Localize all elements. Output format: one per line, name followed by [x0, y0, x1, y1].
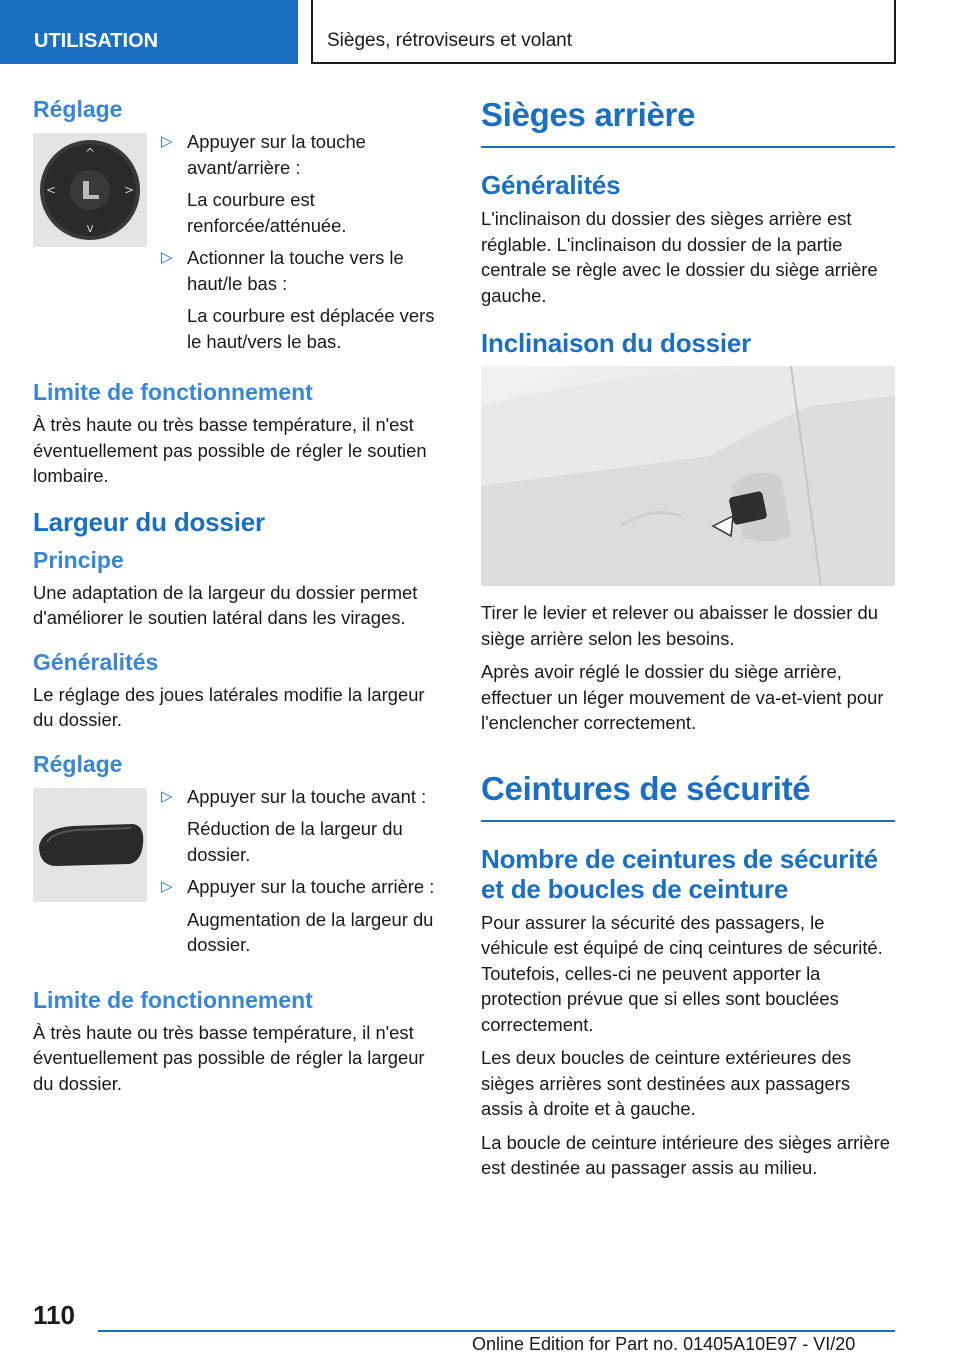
list-item: ▷ Appuyer sur la touche avant : Réduction de la largeur du dossier. [161, 785, 427, 865]
principe-heading: Principe [33, 546, 124, 573]
generalites-text: L'inclinaison du dossier des sièges arrière est réglable. L'inclinaison du dossier de la partie centrale se règle avec le dossier du siège arrière gauche. [481, 208, 878, 306]
triangle-bullet-icon: ▷ [161, 878, 173, 895]
header-chapter-box [311, 0, 896, 64]
svg-text:v: v [86, 221, 94, 235]
nombre-text-3: La boucle de ceinture intérieure des sièges arrière est destinée au passager assis au milieu. [481, 1131, 890, 1178]
list-item: ▷ Appuyer sur la touche avant/arrière : La courbure est renforcée/atténuée. [161, 131, 366, 236]
generalites-heading: Généralités [33, 648, 159, 675]
largeur-heading: Largeur du dossier [33, 506, 265, 537]
lumbar-switch-image [33, 133, 147, 247]
list-item: ▷ Appuyer sur la touche arrière : Augmentation de la largeur du dossier. [161, 876, 435, 955]
ceintures-heading: Ceintures de sécurité [481, 770, 895, 822]
principe-text: Une adaptation de la largeur du dossier permet d'améliorer le soutien latéral dans les virages. [33, 581, 418, 628]
inclinaison-text-2: Après avoir réglé le dossier du siège arrière, effectuer un léger mouvement de va-et-vient pour l'enclencher correctement. [481, 661, 884, 733]
width-switch-image [33, 788, 147, 902]
inclinaison-heading: Inclinaison du dossier [481, 328, 752, 358]
triangle-bullet-icon: ▷ [161, 249, 173, 266]
svg-text:^: ^ [84, 146, 96, 160]
reglage-heading: Réglage [33, 750, 123, 777]
footer-divider [98, 1330, 895, 1332]
svg-text:>: > [123, 183, 135, 197]
nombre-text-2: Les deux boucles de ceinture extérieures des sièges arrières sont destinées aux passagers assis à droite et à gauche. [481, 1047, 852, 1119]
reglage-heading: Réglage [33, 96, 123, 122]
inclinaison-text-1: Tirer le levier et relever ou abaisser le dossier du siège arrière selon les besoins. [481, 602, 878, 649]
limite-heading: Limite de fonctionnement [33, 379, 313, 405]
limite-text: À très haute ou très basse température, il n'est éventuellement pas possible de régler le soutien lombaire. [33, 414, 427, 486]
footer-edition: Online Edition for Part no. 01405A10E97 - VI/20 [472, 1334, 856, 1354]
right-column [481, 96, 895, 1189]
header-chapter-label: Sièges, rétroviseurs et volant [327, 30, 573, 51]
limite-text: À très haute ou très basse température, il n'est éventuellement pas possible de régler la largeur du dossier. [33, 1021, 425, 1094]
triangle-bullet-icon: ▷ [161, 787, 173, 805]
header-section-tab [0, 0, 298, 64]
generalites-heading: Généralités [481, 170, 621, 200]
nombre-ceintures-heading: Nombre de ceintures de sécurité et de boucles de ceinture [481, 843, 878, 904]
triangle-bullet-icon: ▷ [161, 133, 173, 150]
sieges-arriere-heading: Sièges arrière [481, 96, 895, 148]
list-item: ▷ Actionner la touche vers le haut/le bas : La courbure est déplacée vers le haut/vers le bas. [161, 247, 435, 352]
page-number: 110 [33, 1300, 75, 1330]
header-section-label: UTILISATION [34, 30, 159, 52]
nombre-text-1: Pour assurer la sécurité des passagers, le véhicule est équipé de cinq ceintures de sécurité. Toutefois, celles-ci ne peuvent apporter la protection prévue que si elles sont bouclées correctement. [481, 911, 883, 1035]
limite-heading: Limite de fonctionnement [33, 986, 313, 1013]
generalites-text: Le réglage des joues latérales modifie la largeur du dossier. [33, 683, 425, 730]
rear-seat-lever-photo [481, 366, 895, 586]
left-column [33, 96, 447, 1104]
svg-text:<: < [45, 183, 57, 197]
